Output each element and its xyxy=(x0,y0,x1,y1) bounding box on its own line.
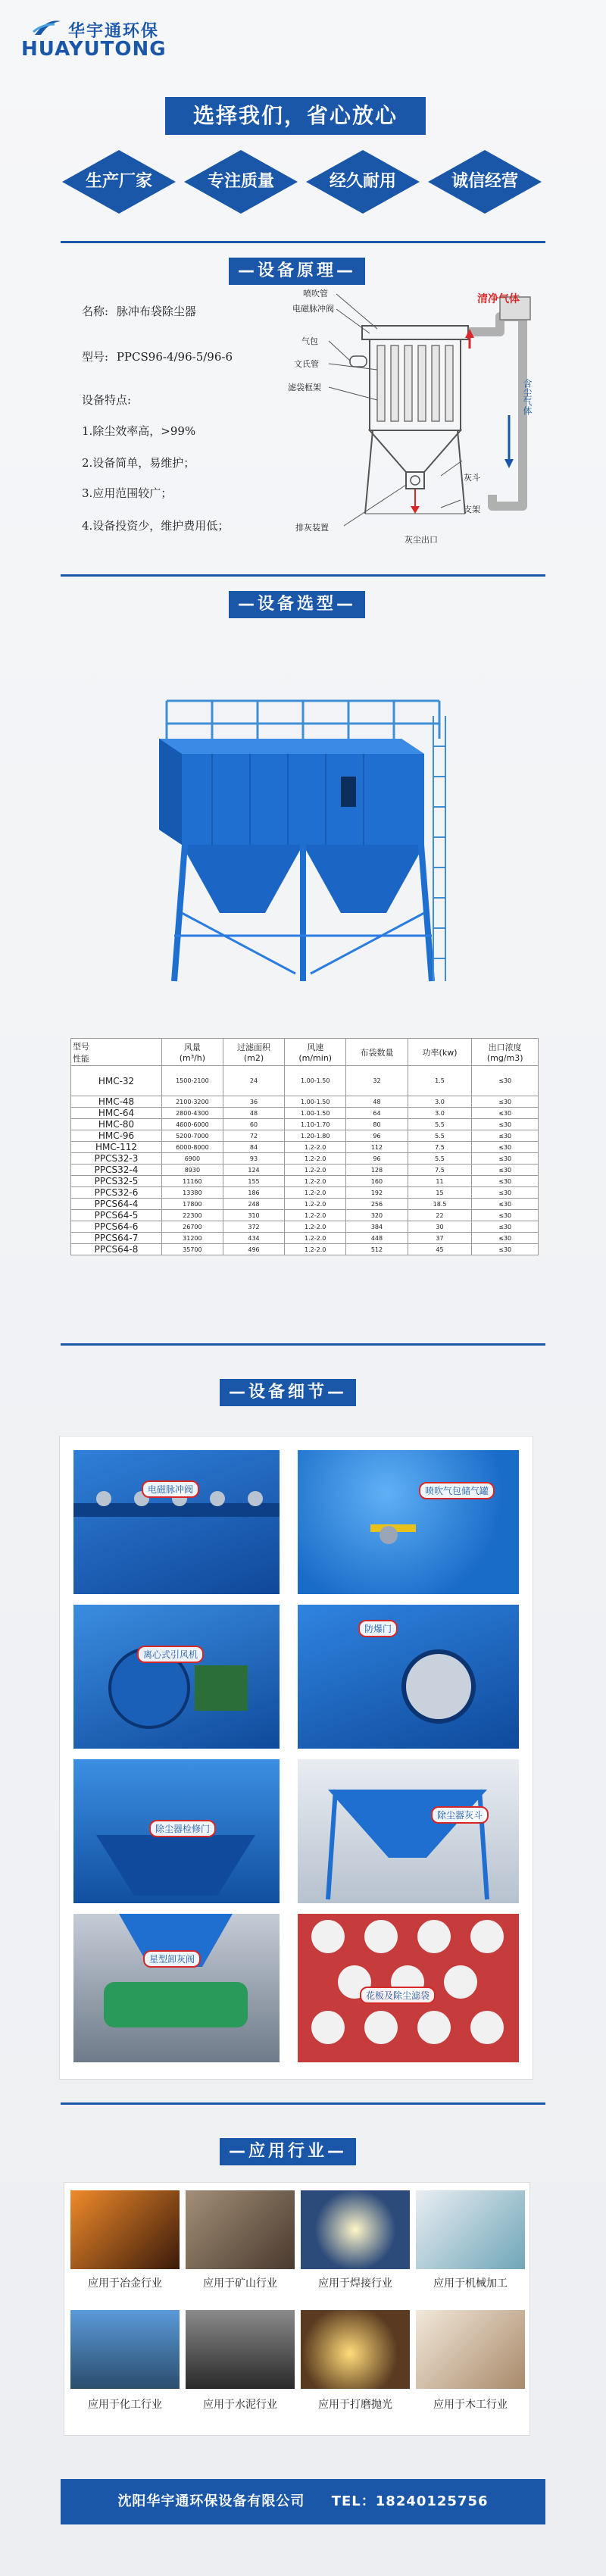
label-dirty-gas: 含尘气体 xyxy=(522,379,533,415)
table-row xyxy=(71,1244,539,1255)
table-cell: 448 xyxy=(346,1233,408,1244)
table-cell: 35700 xyxy=(162,1244,223,1255)
table-cell: 5.5 xyxy=(408,1153,472,1165)
app-caption: 应用于焊接行业 xyxy=(318,2277,392,2290)
detail-photo-pulse-valve xyxy=(73,1450,280,1594)
table-cell: 2100-3200 xyxy=(162,1096,223,1108)
badge-manufacturer xyxy=(62,150,176,214)
divider xyxy=(61,241,545,243)
footer-tel-label: TEL： xyxy=(331,2493,376,2509)
table-col-header xyxy=(162,1039,223,1066)
table-cell: 45 xyxy=(408,1244,472,1255)
table-cell: 36 xyxy=(223,1096,284,1108)
app-photo-chemical xyxy=(70,2310,180,2389)
section-title-application: —应用行业— xyxy=(220,2138,356,2165)
table-cell: 1.2-2.0 xyxy=(285,1221,346,1233)
table-col-header xyxy=(408,1039,472,1066)
detail-photo-fan xyxy=(73,1605,280,1749)
table-cell: ≤30 xyxy=(472,1142,539,1153)
table-corner-bottom: 性能 xyxy=(73,1053,89,1064)
table-cell: ≤30 xyxy=(472,1199,539,1210)
table-cell: 8930 xyxy=(162,1165,223,1176)
col-bottom: (m2) xyxy=(243,1053,264,1063)
table-row xyxy=(71,1165,539,1176)
col-top: 过滤面积 xyxy=(237,1043,270,1052)
detail-photo-filter-bags xyxy=(298,1914,519,2062)
table-cell: 24 xyxy=(223,1066,284,1096)
table-cell: 1.00-1.50 xyxy=(285,1096,346,1108)
table-cell: ≤30 xyxy=(472,1119,539,1130)
badge-integrity xyxy=(428,150,542,214)
footer-bar xyxy=(61,2479,545,2524)
table-cell-model: HMC-96 xyxy=(71,1130,162,1142)
app-photo-cement xyxy=(186,2310,295,2389)
table-cell: 7.5 xyxy=(408,1165,472,1176)
spec-model xyxy=(82,349,233,364)
detail-label: 除尘器灰斗 xyxy=(431,1806,489,1824)
badge-label: 生产厂家 xyxy=(85,172,152,191)
table-cell: 3.0 xyxy=(408,1108,472,1119)
table-cell: ≤30 xyxy=(472,1096,539,1108)
detail-label: 花板及除尘滤袋 xyxy=(360,1987,436,2004)
table-cell: 256 xyxy=(346,1199,408,1210)
divider xyxy=(61,2102,545,2105)
fan-icon xyxy=(73,1605,280,1749)
col-bottom: (m/min) xyxy=(298,1053,333,1063)
brand-logo xyxy=(21,17,203,62)
slogan-banner: 选择我们，省心放心 xyxy=(165,97,426,135)
table-cell: 1.2-2.0 xyxy=(285,1142,346,1153)
app-photo-welding xyxy=(301,2190,410,2269)
table-cell: 128 xyxy=(346,1165,408,1176)
app-photo-metallurgy xyxy=(70,2190,180,2269)
table-cell: 17800 xyxy=(162,1199,223,1210)
spec-feature: 3.应用范围较广； xyxy=(82,486,173,500)
label-filter-frame: 滤袋框架 xyxy=(288,383,321,392)
col-top: 风量 xyxy=(183,1043,201,1052)
table-cell: ≤30 xyxy=(472,1176,539,1187)
details-gallery xyxy=(59,1436,533,2080)
table-cell: 80 xyxy=(346,1119,408,1130)
table-cell-model: HMC-64 xyxy=(71,1108,162,1119)
spec-model-label: 型号: xyxy=(82,350,109,364)
table-cell: 2800-4300 xyxy=(162,1108,223,1119)
table-cell: 48 xyxy=(346,1096,408,1108)
logo-en-text: HUAYUTONG xyxy=(21,38,167,61)
section-title-details: —设备细节— xyxy=(220,1379,356,1406)
detail-label: 除尘器检修门 xyxy=(149,1820,216,1837)
badge-label: 经久耐用 xyxy=(329,172,396,191)
table-cell: 4600-6000 xyxy=(162,1119,223,1130)
badge-label: 诚信经营 xyxy=(451,172,518,191)
table-cell: 112 xyxy=(346,1142,408,1153)
table-corner-top: 型号 xyxy=(73,1041,89,1052)
table-cell: 7.5 xyxy=(408,1142,472,1153)
table-cell: ≤30 xyxy=(472,1165,539,1176)
spec-features-title: 设备特点: xyxy=(82,393,132,407)
table-cell: 30 xyxy=(408,1221,472,1233)
detail-label: 电磁脉冲阀 xyxy=(142,1480,199,1498)
table-cell: 248 xyxy=(223,1199,284,1210)
table-cell: 1.2-2.0 xyxy=(285,1233,346,1244)
badge-quality xyxy=(184,150,298,214)
table-cell: 372 xyxy=(223,1221,284,1233)
label-support: 支架 xyxy=(464,505,480,514)
detail-photo-rotary-valve xyxy=(73,1914,280,2062)
table-cell: 1500-2100 xyxy=(162,1066,223,1096)
table-cell: ≤30 xyxy=(472,1066,539,1096)
label-pulse-valve: 电磁脉冲阀 xyxy=(292,304,334,314)
table-cell: 22 xyxy=(408,1210,472,1221)
detail-label: 喷吹气包储气罐 xyxy=(419,1482,495,1499)
table-cell: 96 xyxy=(346,1130,408,1142)
table-body xyxy=(71,1066,539,1255)
table-cell: 60 xyxy=(223,1119,284,1130)
divider xyxy=(61,1343,545,1346)
badge-durable xyxy=(306,150,420,214)
table-cell-model: PPCS64-8 xyxy=(71,1244,162,1255)
table-cell: ≤30 xyxy=(472,1130,539,1142)
table-cell: 1.2-2.0 xyxy=(285,1210,346,1221)
table-col-header xyxy=(472,1039,539,1066)
table-cell: ≤30 xyxy=(472,1153,539,1165)
table-cell: 1.20-1.80 xyxy=(285,1130,346,1142)
table-cell: 11160 xyxy=(162,1176,223,1187)
table-cell-model: HMC-32 xyxy=(71,1066,162,1096)
table-cell: 496 xyxy=(223,1244,284,1255)
table-row xyxy=(71,1187,539,1199)
table-cell: 11 xyxy=(408,1176,472,1187)
table-cell: 72 xyxy=(223,1130,284,1142)
detail-photo-air-tank xyxy=(298,1450,519,1594)
label-ash-hopper: 灰斗 xyxy=(464,473,480,483)
label-blow-pipe: 喷吹管 xyxy=(303,289,328,299)
table-cell: 192 xyxy=(346,1187,408,1199)
table-cell: 434 xyxy=(223,1233,284,1244)
table-cell: 1.2-2.0 xyxy=(285,1199,346,1210)
table-cell: 320 xyxy=(346,1210,408,1221)
table-cell: 26700 xyxy=(162,1221,223,1233)
table-cell: 37 xyxy=(408,1233,472,1244)
explosion-door-icon xyxy=(298,1605,519,1749)
applications-gallery xyxy=(64,2182,530,2436)
valve-row-icon xyxy=(73,1450,280,1594)
section-title-selection: —设备选型— xyxy=(229,591,365,618)
col-bottom: (mg/m3) xyxy=(486,1053,523,1063)
detail-label: 离心式引风机 xyxy=(137,1646,204,1663)
table-cell: ≤30 xyxy=(472,1187,539,1199)
table-cell: 64 xyxy=(346,1108,408,1119)
spec-feature: 4.设备投资少，维护费用低； xyxy=(82,519,230,533)
table-cell: 15 xyxy=(408,1187,472,1199)
table-cell-model: PPCS64-7 xyxy=(71,1233,162,1244)
table-cell: 1.10-1.70 xyxy=(285,1119,346,1130)
principle-diagram xyxy=(280,286,538,552)
table-cell: 13380 xyxy=(162,1187,223,1199)
table-cell: 384 xyxy=(346,1221,408,1233)
table-col-header xyxy=(285,1039,346,1066)
table-row xyxy=(71,1066,539,1096)
table-cell: 1.2-2.0 xyxy=(285,1244,346,1255)
app-photo-mining xyxy=(186,2190,295,2269)
badge-label: 专注质量 xyxy=(207,172,274,191)
hopper-icon xyxy=(298,1759,519,1903)
detail-photo-ash-hopper xyxy=(298,1759,519,1903)
table-row xyxy=(71,1096,539,1108)
app-photo-polishing xyxy=(301,2310,410,2389)
detail-photo-inspection-door xyxy=(73,1759,280,1903)
app-caption: 应用于矿山行业 xyxy=(203,2277,277,2290)
table-row xyxy=(71,1153,539,1165)
table-cell: 32 xyxy=(346,1066,408,1096)
app-caption: 应用于木工行业 xyxy=(433,2399,508,2411)
logo-cn-text: 华宇通环保 xyxy=(68,22,160,41)
table-cell: 96 xyxy=(346,1153,408,1165)
label-air-bag: 气包 xyxy=(301,336,318,346)
table-row xyxy=(71,1199,539,1210)
table-row xyxy=(71,1119,539,1130)
app-caption: 应用于化工行业 xyxy=(88,2399,162,2411)
col-top: 功率(kw) xyxy=(422,1047,458,1058)
app-photo-machining xyxy=(416,2190,525,2269)
spec-feature: 2.设备简单，易维护； xyxy=(82,456,195,470)
table-col-header xyxy=(223,1039,284,1066)
app-photo-woodworking xyxy=(416,2310,525,2389)
spec-name-value: 脉冲布袋除尘器 xyxy=(116,305,196,318)
app-caption: 应用于冶金行业 xyxy=(88,2277,162,2290)
table-cell: 6000-8000 xyxy=(162,1142,223,1153)
table-cell: 160 xyxy=(346,1176,408,1187)
table-row xyxy=(71,1176,539,1187)
table-cell: 3.0 xyxy=(408,1096,472,1108)
detail-label: 星型卸灰阀 xyxy=(143,1950,201,1968)
detail-photo-explosion-door xyxy=(298,1605,519,1749)
table-cell: 1.2-2.0 xyxy=(285,1187,346,1199)
section-title-principle: —设备原理— xyxy=(229,258,365,285)
label-discharge: 排灰装置 xyxy=(295,523,329,533)
spec-feature: 1.除尘效率高，>99% xyxy=(82,424,196,438)
table-row xyxy=(71,1130,539,1142)
rotary-valve-icon xyxy=(73,1914,280,2062)
footer-tel: 18240125756 xyxy=(375,2493,489,2509)
table-cell: 186 xyxy=(223,1187,284,1199)
divider xyxy=(61,574,545,577)
table-cell: 6900 xyxy=(162,1153,223,1165)
logo-swoosh-icon xyxy=(32,17,62,38)
table-row xyxy=(71,1108,539,1119)
table-cell-model: PPCS32-5 xyxy=(71,1176,162,1187)
table-row xyxy=(71,1142,539,1153)
app-caption: 应用于水泥行业 xyxy=(203,2399,277,2411)
col-top: 风速 xyxy=(307,1043,324,1052)
table-cell-model: HMC-48 xyxy=(71,1096,162,1108)
table-cell-model: PPCS64-5 xyxy=(71,1210,162,1221)
app-caption: 应用于机械加工 xyxy=(433,2277,508,2290)
label-clean-gas: 清净气体 xyxy=(477,293,520,305)
table-row xyxy=(71,1221,539,1233)
table-cell: 1.2-2.0 xyxy=(285,1165,346,1176)
valve-handle-icon xyxy=(298,1450,519,1594)
spec-name-label: 名称: xyxy=(82,305,109,318)
spec-model-value: PPCS96-4/96-5/96-6 xyxy=(116,350,233,364)
table-cell-model: PPCS64-4 xyxy=(71,1199,162,1210)
table-cell-model: PPCS32-3 xyxy=(71,1153,162,1165)
table-cell: 1.2-2.0 xyxy=(285,1153,346,1165)
label-dust-outlet: 灰尘出口 xyxy=(405,535,438,545)
col-top: 出口浓度 xyxy=(488,1043,522,1052)
col-bottom: (m³/h) xyxy=(179,1053,206,1063)
table-cell-model: PPCS32-6 xyxy=(71,1187,162,1199)
table-header-row xyxy=(71,1039,539,1066)
selection-table xyxy=(70,1038,539,1255)
table-cell: 31200 xyxy=(162,1233,223,1244)
table-cell: 1.2-2.0 xyxy=(285,1176,346,1187)
table-cell: ≤30 xyxy=(472,1108,539,1119)
table-cell: 1.00-1.50 xyxy=(285,1108,346,1119)
table-cell-model: PPCS64-6 xyxy=(71,1221,162,1233)
table-cell-model: HMC-80 xyxy=(71,1119,162,1130)
table-cell: 310 xyxy=(223,1210,284,1221)
table-cell: 84 xyxy=(223,1142,284,1153)
table-cell: ≤30 xyxy=(472,1210,539,1221)
app-caption: 应用于打磨抛光 xyxy=(318,2399,392,2411)
table-cell: 22300 xyxy=(162,1210,223,1221)
table-cell-model: HMC-112 xyxy=(71,1142,162,1153)
table-col-header xyxy=(346,1039,408,1066)
table-cell: 48 xyxy=(223,1108,284,1119)
dust-collector-illustration xyxy=(152,686,454,1004)
spec-name xyxy=(82,303,196,319)
label-venturi: 文氏管 xyxy=(294,359,319,369)
table-cell: 1.5 xyxy=(408,1066,472,1096)
table-cell: 93 xyxy=(223,1153,284,1165)
table-cell-model: PPCS32-4 xyxy=(71,1165,162,1176)
table-cell: 1.00-1.50 xyxy=(285,1066,346,1096)
table-cell: ≤30 xyxy=(472,1244,539,1255)
table-cell: ≤30 xyxy=(472,1233,539,1244)
table-cell: 5200-7000 xyxy=(162,1130,223,1142)
table-row xyxy=(71,1210,539,1221)
table-row xyxy=(71,1233,539,1244)
detail-label: 防爆门 xyxy=(358,1620,398,1637)
table-cell: 512 xyxy=(346,1244,408,1255)
table-cell: 5.5 xyxy=(408,1119,472,1130)
table-cell: 18.5 xyxy=(408,1199,472,1210)
table-corner-header xyxy=(71,1039,162,1066)
footer-company: 沈阳华宇通环保设备有限公司 xyxy=(117,2493,305,2509)
table-cell: 5.5 xyxy=(408,1130,472,1142)
table-cell: 124 xyxy=(223,1165,284,1176)
table-cell: ≤30 xyxy=(472,1221,539,1233)
table-cell: 155 xyxy=(223,1176,284,1187)
col-top: 布袋数量 xyxy=(360,1047,394,1058)
